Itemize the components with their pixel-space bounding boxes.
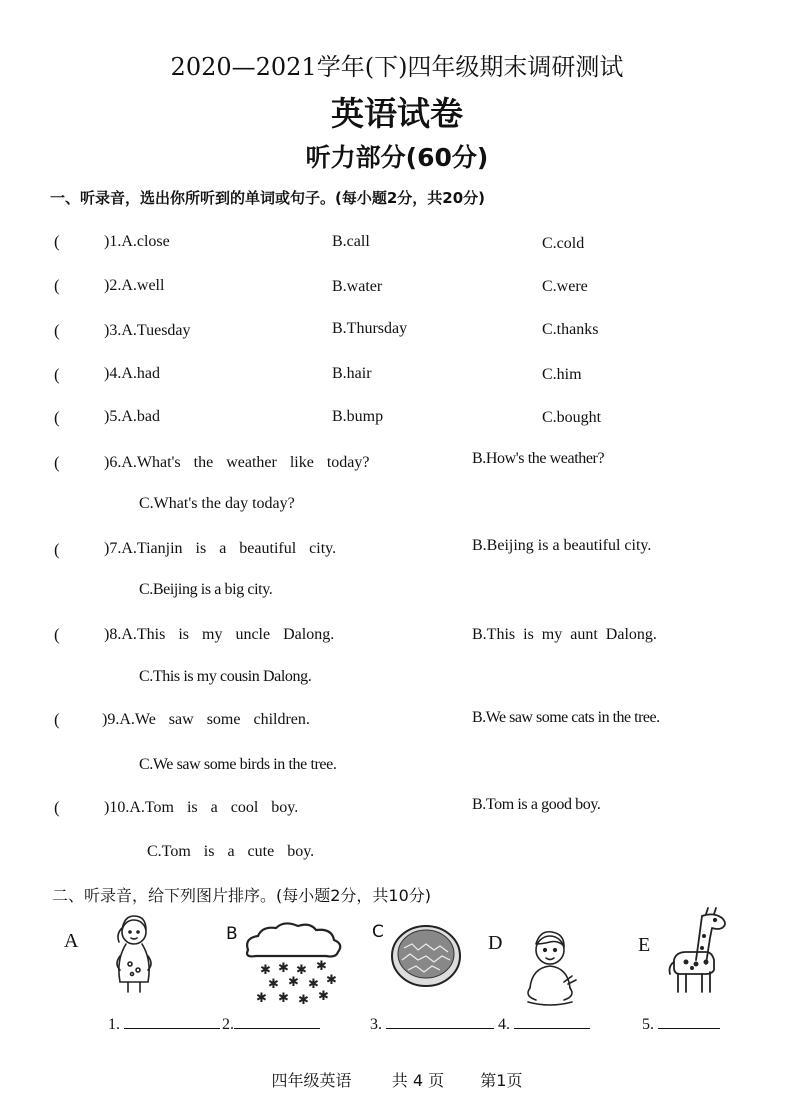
svg-text:✱: ✱ [296, 963, 307, 978]
q9-option-b: B.We saw some cats in the tree. [472, 709, 660, 726]
q10-option-c: C.Tom is a cute boy. [147, 843, 315, 860]
blank-line[interactable] [514, 1014, 590, 1029]
answer-blank-5[interactable] [642, 1014, 720, 1034]
answer-number: 1. [108, 1016, 120, 1033]
q2-option-a: )2.A.well [104, 277, 165, 294]
paper-title: 英语试卷 [331, 94, 463, 133]
q10-option-b: B.Tom is a good boy. [472, 796, 601, 813]
q3-option-a: )3.A.Tuesday [104, 322, 191, 339]
q7-option-c: C.Beijing is a big city. [139, 581, 273, 598]
page-footer [0, 1068, 794, 1091]
q5-option-b: B.bump [332, 408, 384, 425]
q6-option-a: )6.A.What's the weather like today? [104, 454, 370, 471]
q8-option-c: C.This is my cousin Dalong. [139, 668, 312, 685]
picture-label-b: B [226, 924, 238, 944]
q8-option-b: B.This is my aunt Dalong. [472, 626, 657, 643]
svg-text:✱: ✱ [278, 961, 289, 976]
q5-option-a: )5.A.bad [104, 408, 160, 425]
q3-option-c: C.thanks [542, 321, 599, 338]
exam-title: 2020—2021学年(下)四年级期末调研测试 [170, 53, 624, 81]
answer-blank-4[interactable] [498, 1014, 590, 1034]
cake-icon [388, 918, 464, 992]
blank-line[interactable] [234, 1014, 320, 1029]
answer-blank-2[interactable] [222, 1014, 320, 1034]
q9-option-c: C.We saw some birds in the tree. [139, 756, 337, 773]
answer-paren: ( [54, 408, 60, 427]
q1-option-a: )1.A.close [104, 233, 170, 250]
girl-icon [104, 912, 164, 998]
q7-option-a: )7.A.Tianjin is a beautiful city. [104, 540, 337, 557]
picture-label-d: D [488, 932, 503, 954]
answer-paren: ( [54, 276, 60, 295]
svg-text:✱: ✱ [256, 991, 267, 1006]
svg-text:✱: ✱ [298, 993, 309, 1008]
section2-title: 二、听录音，给下列图片排序。(每小题2分，共10分) [52, 886, 432, 905]
svg-text:✱: ✱ [326, 973, 337, 988]
answer-number: 4. [498, 1016, 510, 1033]
picture-label-e: E [638, 934, 651, 956]
answer-paren: ( [54, 453, 60, 472]
svg-text:✱: ✱ [278, 991, 289, 1006]
footer-page-number: 第1页 [480, 1071, 523, 1090]
q4-option-b: B.hair [332, 365, 372, 382]
boy-eating-icon [518, 928, 582, 1010]
svg-text:✱: ✱ [268, 977, 279, 992]
svg-text:✱: ✱ [318, 989, 329, 1004]
answer-paren: ( [54, 321, 60, 340]
answer-paren: ( [54, 625, 60, 644]
answer-blank-3[interactable] [370, 1014, 494, 1034]
q1-option-c: C.cold [542, 235, 585, 252]
answer-number: 3. [370, 1016, 382, 1033]
q2-option-c: C.were [542, 278, 588, 295]
q8-option-a: )8.A.This is my uncle Dalong. [104, 626, 335, 643]
svg-text:✱: ✱ [316, 959, 327, 974]
blank-line[interactable] [658, 1014, 720, 1029]
answer-number: 2. [222, 1016, 234, 1033]
picture-label-a: A [64, 930, 79, 952]
q4-option-a: )4.A.had [104, 365, 160, 382]
q4-option-c: C.him [542, 366, 582, 383]
q10-option-a: )10.A.Tom is a cool boy. [104, 799, 299, 816]
q1-option-b: B.call [332, 233, 370, 250]
answer-paren: ( [54, 232, 60, 251]
footer-total-pages: 共 4 页 [391, 1071, 445, 1090]
q7-option-b: B.Beijing is a beautiful city. [472, 537, 652, 554]
picture-label-c: C [372, 922, 384, 942]
footer-subject: 四年级英语 [271, 1071, 352, 1090]
answer-paren: ( [54, 540, 60, 559]
svg-text:✱: ✱ [288, 975, 299, 990]
q6-option-b: B.How's the weather? [472, 450, 605, 467]
answer-paren: ( [54, 798, 60, 817]
snow-cloud-icon [238, 922, 348, 1008]
answer-blank-1[interactable] [108, 1014, 220, 1034]
q9-option-a: )9.A.We saw some children. [102, 711, 310, 728]
section1-title: 一、听录音，选出你所听到的单词或句子。(每小题2分，共20分) [50, 189, 486, 207]
blank-line[interactable] [386, 1014, 494, 1029]
q3-option-b: B.Thursday [332, 320, 408, 337]
answer-number: 5. [642, 1016, 654, 1033]
q2-option-b: B.water [332, 278, 383, 295]
svg-text:✱: ✱ [308, 977, 319, 992]
answer-paren: ( [54, 710, 60, 729]
giraffe-icon [666, 906, 734, 996]
blank-line[interactable] [124, 1014, 220, 1029]
answer-paren: ( [54, 365, 60, 384]
q6-option-c: C.What's the day today? [139, 495, 295, 512]
q5-option-c: C.bought [542, 409, 602, 426]
section-heading-listening: 听力部分(60分) [305, 143, 489, 172]
svg-text:✱: ✱ [260, 963, 271, 978]
